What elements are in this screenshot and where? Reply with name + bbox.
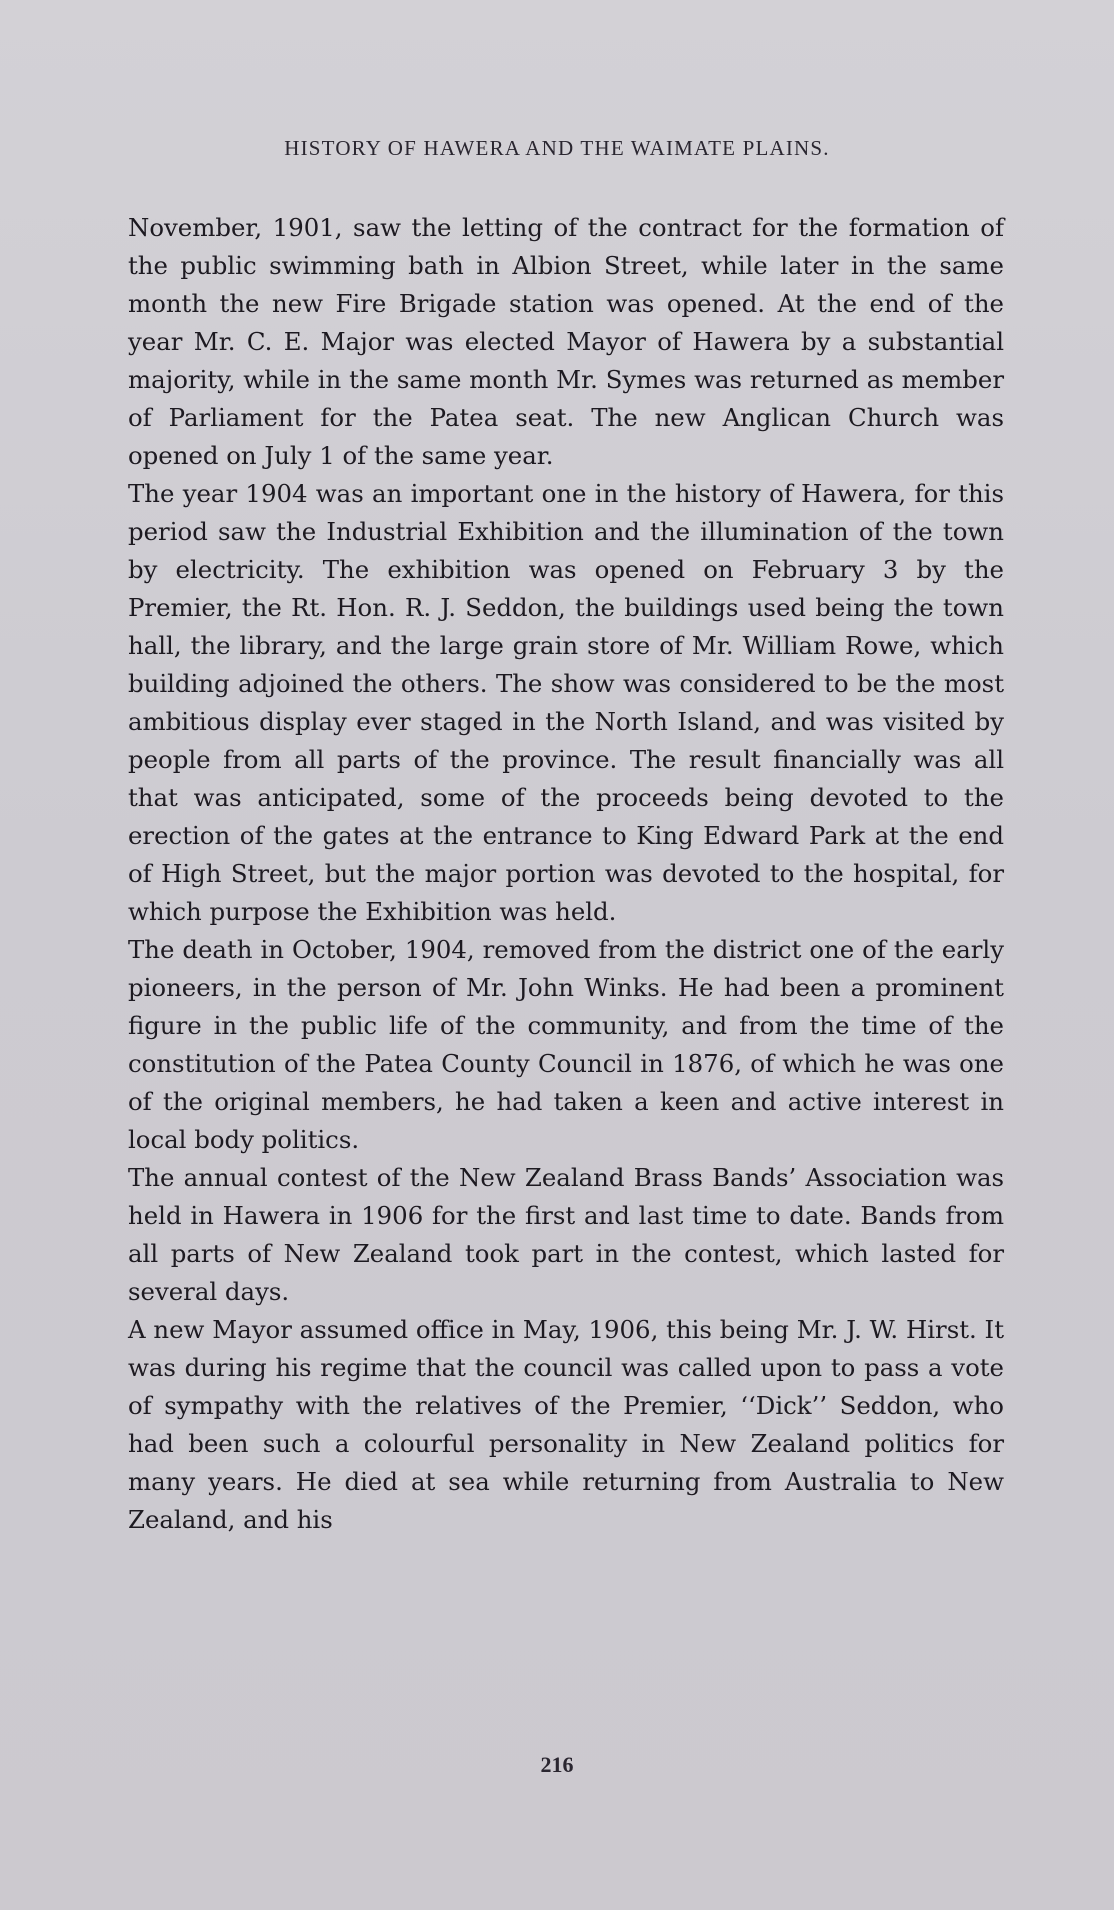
page-number: 216	[540, 1752, 574, 1777]
paragraph-5: A new Mayor assumed office in May, 1906, this being Mr. J. W. Hirst. It was during his regime that the council was called upon to pass a vote of sympathy with the relatives of the Premier, ‘‘Dick’’ Seddon, who had been such a colourful personality in New Zealand politics for many years. He died at sea while returning from Australia to New Zealand, and his	[128, 1315, 1004, 1534]
body-text	[128, 209, 1004, 1539]
paragraph-2: The year 1904 was an important one in the history of Hawera, for this period saw the Industrial Exhibition and the illumination of the town by electricity. The exhibition was opened on February 3 by the Premier, the Rt. Hon. R. J. Seddon, the buildings used being the town hall, the library, and the large grain store of Mr. William Rowe, which building adjoined the others. The show was considered to be the most ambitious display ever staged in the North Island, and was visited by people from all parts of the province. The result financially was all that was anticipated, some of the proceeds being devoted to the erection of the gates at the entrance to King Edward Park at the end of High Street, but the major portion was devoted to the hospital, for which purpose the Exhibition was held.	[128, 479, 1004, 926]
paragraph-1: November, 1901, saw the letting of the contract for the formation of the public swimming bath in Albion Street, while later in the same month the new Fire Brigade station was opened. At the end of the year Mr. C. E. Major was elected Mayor of Hawera by a substantial majority, while in the same month Mr. Symes was returned as member of Parliament for the Patea seat. The new Anglican Church was opened on July 1 of the same year.	[128, 213, 1004, 470]
paragraph-4: The annual contest of the New Zealand Brass Bands’ Association was held in Hawera in 1906 for the first and last time to date. Bands from all parts of New Zealand took part in the contest, which lasted for several days.	[128, 1163, 1004, 1306]
running-head-title: HISTORY OF HAWERA AND THE WAIMATE PLAINS.	[284, 136, 830, 160]
paragraph-3: The death in October, 1904, removed from the district one of the early pioneers, in the person of Mr. John Winks. He had been a prominent figure in the public life of the community, and from the time of the constitution of the Patea County Council in 1876, of which he was one of the original members, he had taken a keen and active interest in local body politics.	[128, 935, 1004, 1154]
